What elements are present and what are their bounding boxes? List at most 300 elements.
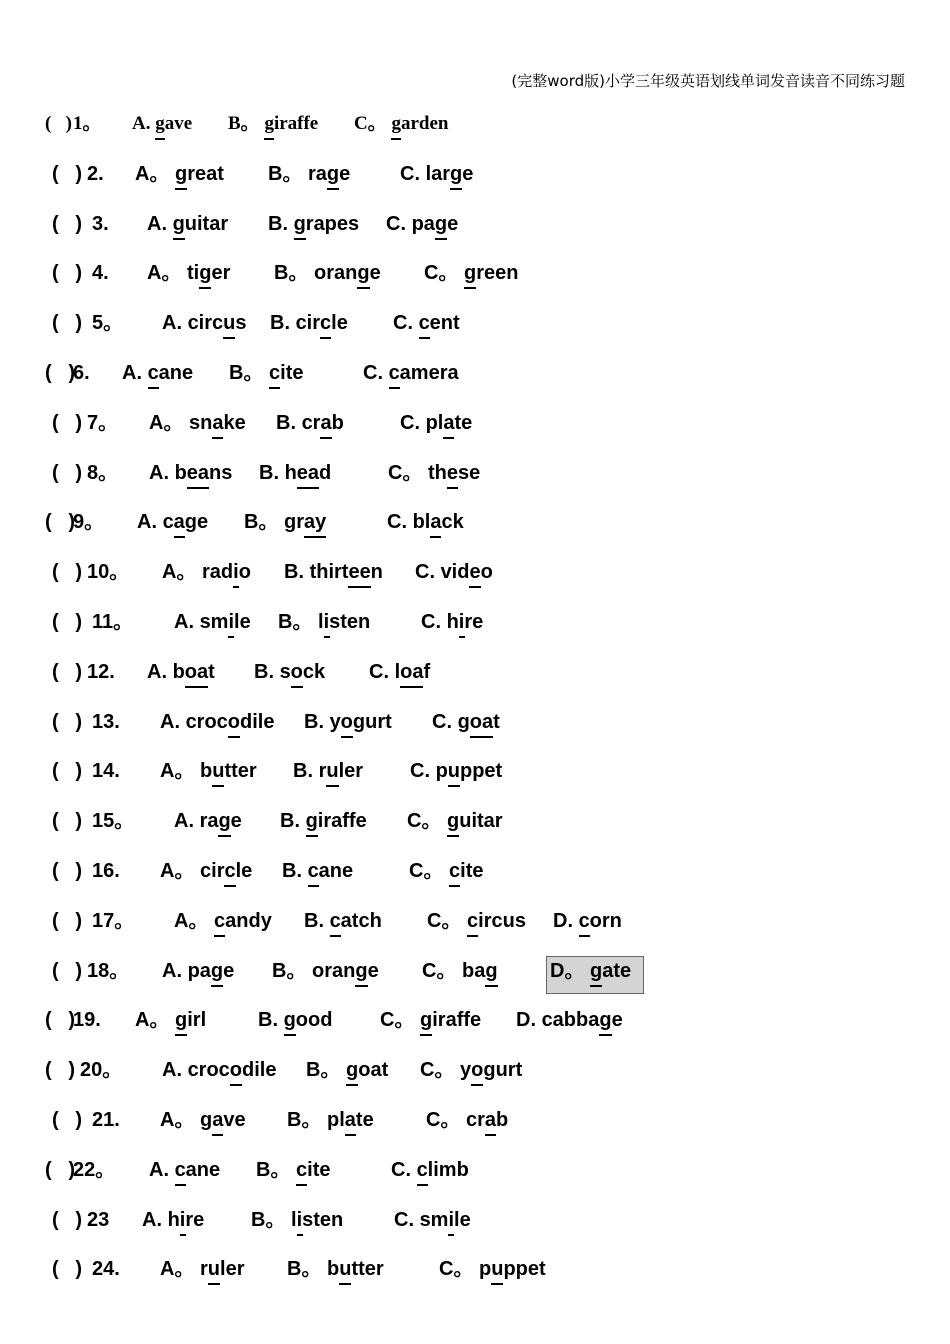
option-word-text: butter [327, 1258, 384, 1281]
option [387, 508, 464, 536]
letter-underline [357, 287, 369, 289]
question-number: 16. [92, 859, 120, 882]
option-label: B。 [229, 361, 264, 384]
option-word [188, 957, 235, 985]
option-word [200, 807, 242, 835]
option-label: C. [363, 361, 383, 384]
question-number: 11。 [92, 610, 134, 633]
option-word [284, 508, 326, 536]
option-label: A. [162, 1059, 182, 1082]
option-label: A. [174, 810, 194, 833]
option-word [188, 1056, 277, 1084]
option-label: A. [162, 959, 182, 982]
question-row [0, 554, 950, 604]
option-word-text: circus [467, 909, 526, 932]
option-label: A。 [135, 162, 170, 185]
option-word [296, 1156, 330, 1184]
letter-underline [459, 636, 465, 638]
option [142, 1206, 204, 1234]
letter-underline [284, 1034, 296, 1036]
option-word [296, 309, 348, 337]
option-word-text: bag [462, 959, 498, 982]
question-row [0, 206, 950, 256]
option-word [327, 1106, 374, 1134]
option [304, 907, 382, 935]
letter-underline [400, 686, 423, 688]
option-word [419, 309, 460, 337]
option [369, 658, 430, 686]
letter-underline [308, 885, 319, 887]
letter-underline [464, 287, 476, 289]
letter-underline [296, 1184, 307, 1186]
answer-bracket[interactable]: ( ) [52, 312, 82, 335]
option-label: A. [142, 1208, 162, 1231]
option [147, 259, 230, 287]
option-word [330, 907, 382, 935]
letter-underline [430, 536, 441, 538]
option [410, 757, 502, 785]
option [174, 807, 242, 835]
question-number: 23 [87, 1208, 110, 1231]
option-label: B. [304, 710, 324, 733]
option-word [200, 857, 252, 885]
option-word [462, 957, 498, 985]
option [424, 259, 518, 287]
option-label: B。 [287, 1108, 322, 1131]
answer-bracket[interactable]: ( ) [52, 1258, 82, 1281]
option [394, 1206, 471, 1234]
option-word [163, 508, 209, 536]
option-label: B. [293, 760, 313, 783]
option-word-text: butter [200, 760, 257, 783]
option-word [447, 608, 484, 636]
option [276, 409, 344, 437]
question-number: 12. [87, 660, 115, 683]
option-word-text: crocodile [185, 710, 275, 733]
document-title: (完整word版)小学三年级英语划线单词发音读音不同练习题 [511, 72, 905, 90]
letter-underline [470, 736, 493, 738]
letter-underline [228, 736, 240, 738]
option-word [188, 309, 247, 337]
option [393, 309, 460, 337]
question-row [0, 953, 950, 1003]
option-word-text: large [425, 162, 474, 185]
question-row [0, 355, 950, 405]
option-word-text: good [283, 1009, 333, 1032]
option-label: B。 [306, 1059, 341, 1082]
option-label: A。 [135, 1009, 170, 1032]
option [162, 309, 247, 337]
option-label: A。 [160, 1258, 195, 1281]
option-word [280, 658, 326, 686]
option [304, 708, 392, 736]
option [160, 1255, 244, 1283]
option-word [155, 110, 192, 138]
option-word-text: black [412, 511, 464, 534]
letter-underline [420, 1034, 432, 1036]
option-label: B。 [251, 1208, 286, 1231]
letter-underline [435, 238, 447, 240]
option-word [412, 210, 459, 238]
option-label: A. [149, 1158, 169, 1181]
letter-underline [212, 785, 224, 787]
answer-bracket[interactable]: ( ) [52, 660, 82, 683]
option-word-text: cane [174, 1158, 221, 1181]
letter-underline [346, 1084, 358, 1086]
letter-underline [448, 785, 460, 787]
option-word-text: giraffe [420, 1009, 482, 1032]
letter-underline [327, 188, 339, 190]
option [149, 409, 246, 437]
letter-underline [180, 1234, 186, 1236]
option [422, 957, 498, 985]
answer-bracket[interactable]: ( ) [45, 1059, 75, 1082]
option-word-text: yogurt [460, 1059, 523, 1082]
option-label: C。 [380, 1009, 415, 1032]
option-label: A. [147, 660, 167, 683]
option-label: A。 [149, 411, 184, 434]
question-number: 13. [92, 710, 120, 733]
option [516, 1006, 623, 1034]
question-number: 21. [92, 1108, 120, 1131]
letter-underline [391, 138, 401, 140]
option-word [467, 907, 526, 935]
letter-underline [297, 487, 319, 489]
option-word-text: gray [284, 511, 327, 534]
option-word-text: girl [175, 1009, 207, 1032]
option-word-text: thirteen [309, 561, 383, 584]
option-label: B。 [244, 511, 279, 534]
option-label: C。 [354, 113, 387, 134]
option-word-text: cite [449, 859, 484, 882]
option-label: B. [284, 561, 304, 584]
answer-bracket[interactable]: ( ) [52, 909, 82, 932]
option-word-text: tiger [187, 262, 231, 285]
option-label: C. [421, 610, 441, 633]
letter-underline [471, 1084, 483, 1086]
option-word [314, 259, 381, 287]
letter-underline [211, 985, 223, 987]
option-word-text: boat [172, 660, 215, 683]
letter-underline [341, 736, 353, 738]
option-word-text: ruler [200, 1258, 245, 1281]
answer-bracket[interactable]: ( ) [52, 710, 82, 733]
option-word-text: puppet [479, 1258, 546, 1281]
option-word [395, 658, 431, 686]
option-label: A。 [160, 1108, 195, 1131]
option-word [428, 459, 480, 487]
option [553, 907, 622, 935]
question-row [0, 1102, 950, 1152]
option-word-text: video [440, 561, 493, 584]
option [174, 608, 251, 636]
option-label: C. [369, 660, 389, 683]
option-word [310, 558, 383, 586]
option-label: C。 [388, 461, 423, 484]
option [306, 1056, 388, 1084]
option-label: A. [132, 113, 151, 134]
option [147, 210, 228, 238]
question-number: 6. [73, 361, 90, 384]
question-number: 8。 [87, 461, 119, 484]
option [149, 1156, 220, 1184]
option-word-text: page [411, 212, 459, 235]
option-label: C. [394, 1208, 414, 1231]
option-word [579, 907, 622, 935]
option-word-text: sock [279, 660, 326, 683]
option-word [173, 658, 215, 686]
option [293, 757, 363, 785]
option-word-text: garden [391, 113, 449, 134]
letter-underline [175, 188, 187, 190]
answer-bracket[interactable]: ( ) [45, 1009, 75, 1032]
option-label: B. [282, 859, 302, 882]
letter-underline [175, 1034, 187, 1036]
option-label: C。 [409, 859, 444, 882]
option-word [447, 807, 503, 835]
question-row [0, 305, 950, 355]
option-label: A。 [162, 561, 197, 584]
letter-underline [304, 536, 326, 538]
question-number: 1。 [73, 113, 102, 134]
letter-underline [339, 1283, 351, 1285]
option-label: C. [400, 411, 420, 434]
answer-bracket[interactable]: ( ) [52, 212, 82, 235]
answer-bracket[interactable]: ( ) [52, 1108, 82, 1131]
answer-bracket[interactable]: ( ) [52, 461, 82, 484]
option-word [187, 259, 230, 287]
option-word-text: orange [314, 262, 381, 285]
option [272, 957, 379, 985]
option [162, 957, 234, 985]
option-word-text: hire [167, 1208, 205, 1231]
letter-underline [224, 885, 235, 887]
question-number: 4. [92, 262, 109, 285]
option-word-text: plate [425, 411, 473, 434]
option [147, 658, 215, 686]
option-word-text: camera [388, 361, 459, 384]
option [380, 1006, 481, 1034]
option [174, 907, 272, 935]
option-word [175, 1156, 221, 1184]
option [415, 558, 493, 586]
option-label: A。 [174, 909, 209, 932]
option-label: B. [259, 461, 279, 484]
option [160, 708, 274, 736]
option-label: A。 [147, 262, 182, 285]
question-number: 19. [73, 1009, 101, 1032]
answer-bracket[interactable]: ( ) [45, 511, 75, 534]
answer-bracket[interactable]: ( ) [52, 959, 82, 982]
option [420, 1056, 522, 1084]
option [135, 1006, 206, 1034]
option [400, 160, 473, 188]
letter-underline [389, 387, 400, 389]
letter-underline [228, 636, 234, 638]
option-word [202, 558, 251, 586]
option-word-text: climb [416, 1158, 469, 1181]
option [432, 708, 500, 736]
option-label: B。 [287, 1258, 322, 1281]
answer-bracket[interactable]: ( ) [52, 1208, 82, 1231]
option [229, 359, 303, 387]
option-word [200, 1106, 246, 1134]
option-word-text: goat [457, 710, 500, 733]
answer-bracket[interactable]: ( ) [52, 262, 82, 285]
option-word-text: circle [200, 859, 253, 882]
letter-underline [174, 536, 185, 538]
option [268, 210, 359, 238]
option-label: B. [304, 909, 324, 932]
answer-bracket[interactable]: ( ) [52, 561, 82, 584]
option [391, 1156, 469, 1184]
option-label: A. [160, 710, 180, 733]
option-word-text: goat [346, 1059, 389, 1082]
question-number: 15。 [92, 810, 135, 833]
option [254, 658, 325, 686]
option-word [420, 1206, 471, 1234]
answer-bracket[interactable]: ( ) [52, 859, 82, 882]
question-number: 9。 [73, 511, 105, 534]
option [426, 1106, 508, 1134]
option-label: C。 [439, 1258, 474, 1281]
letter-underline [326, 785, 338, 787]
letter-underline [155, 138, 165, 140]
option [268, 160, 350, 188]
option-word [312, 957, 379, 985]
question-row [0, 455, 950, 505]
option-label: C。 [427, 909, 462, 932]
option-label: C. [387, 511, 407, 534]
option-word [148, 359, 194, 387]
option-word [294, 210, 360, 238]
question-number: 20。 [80, 1059, 123, 1082]
option-word [464, 259, 518, 287]
question-row [0, 1251, 950, 1301]
option-word-text: listen [291, 1208, 344, 1231]
option-label: B。 [278, 610, 313, 633]
question-row [0, 255, 950, 305]
question-row [0, 156, 950, 206]
question-number: 18。 [87, 959, 130, 982]
option-word-text: cane [147, 361, 194, 384]
option-word [420, 1006, 481, 1034]
option [122, 359, 193, 387]
option-word [460, 1056, 522, 1084]
option-label: B. [270, 312, 290, 335]
letter-underline [185, 686, 208, 688]
option-word-text: catch [329, 909, 382, 932]
option-word [189, 409, 246, 437]
option-word [200, 757, 257, 785]
option-word-text: yogurt [329, 710, 392, 733]
option-label: A. [137, 511, 157, 534]
answer-bracket[interactable]: ( ) [52, 760, 82, 783]
option-word-text: cabbage [541, 1009, 623, 1032]
option-word [346, 1056, 388, 1084]
option-word [175, 459, 233, 487]
letter-underline [469, 586, 480, 588]
option [550, 957, 631, 985]
option-word-text: gate [590, 959, 632, 982]
letter-underline [449, 885, 460, 887]
answer-bracket[interactable]: ( ) [52, 411, 82, 434]
option-label: A。 [160, 760, 195, 783]
question-row [0, 1202, 950, 1252]
question-number: 7。 [87, 411, 119, 434]
option [244, 508, 326, 536]
option-word [173, 210, 229, 238]
option [162, 558, 251, 586]
option-word [285, 459, 332, 487]
option-word [458, 708, 500, 736]
answer-bracket[interactable]: ( ) [52, 810, 82, 833]
option [287, 1106, 374, 1134]
question-row [0, 853, 950, 903]
option-word [284, 1006, 333, 1034]
option-word-text: hire [446, 610, 484, 633]
answer-bracket[interactable]: ( ) [45, 1158, 75, 1181]
letter-underline [212, 437, 223, 439]
answer-bracket[interactable]: ( ) [45, 113, 72, 134]
option-word-text: rage [199, 810, 242, 833]
option-label: D. [553, 909, 573, 932]
option-label: A. [147, 212, 167, 235]
letter-underline [230, 1084, 242, 1086]
option-word-text: rage [308, 162, 351, 185]
option-label: C. [393, 312, 413, 335]
letter-underline [294, 238, 306, 240]
option-word-text: giraffe [305, 810, 367, 833]
option-word-text: circle [295, 312, 348, 335]
option-word-text: radio [202, 561, 251, 584]
letter-underline [450, 188, 462, 190]
letter-underline [233, 586, 239, 588]
option [421, 608, 483, 636]
option-label: B. [276, 411, 296, 434]
option-word-text: plate [327, 1108, 374, 1131]
option [409, 857, 483, 885]
option-word [466, 1106, 508, 1134]
answer-bracket[interactable]: ( ) [52, 610, 82, 633]
option [135, 160, 224, 188]
option-word [391, 110, 448, 138]
answer-bracket[interactable]: ( ) [52, 162, 82, 185]
letter-underline [485, 1134, 496, 1136]
option-word-text: guitar [447, 810, 503, 833]
option-word-text: smile [199, 610, 251, 633]
option-word-text: puppet [435, 760, 503, 783]
letter-underline [448, 1234, 454, 1236]
question-number: 3. [92, 212, 109, 235]
option-label: B。 [274, 262, 309, 285]
question-number: 2. [87, 162, 104, 185]
question-row [0, 504, 950, 554]
option-word [168, 1206, 205, 1234]
letter-underline [355, 985, 367, 987]
letter-underline [579, 935, 590, 937]
option-word-text: listen [318, 610, 371, 633]
option-word-text: circus [187, 312, 247, 335]
option-word [200, 608, 251, 636]
question-row [0, 1002, 950, 1052]
option-label: B。 [272, 959, 307, 982]
question-row [0, 803, 950, 853]
question-row [0, 1152, 950, 1202]
option [251, 1206, 343, 1234]
answer-bracket[interactable]: ( ) [45, 361, 75, 384]
option [407, 807, 503, 835]
